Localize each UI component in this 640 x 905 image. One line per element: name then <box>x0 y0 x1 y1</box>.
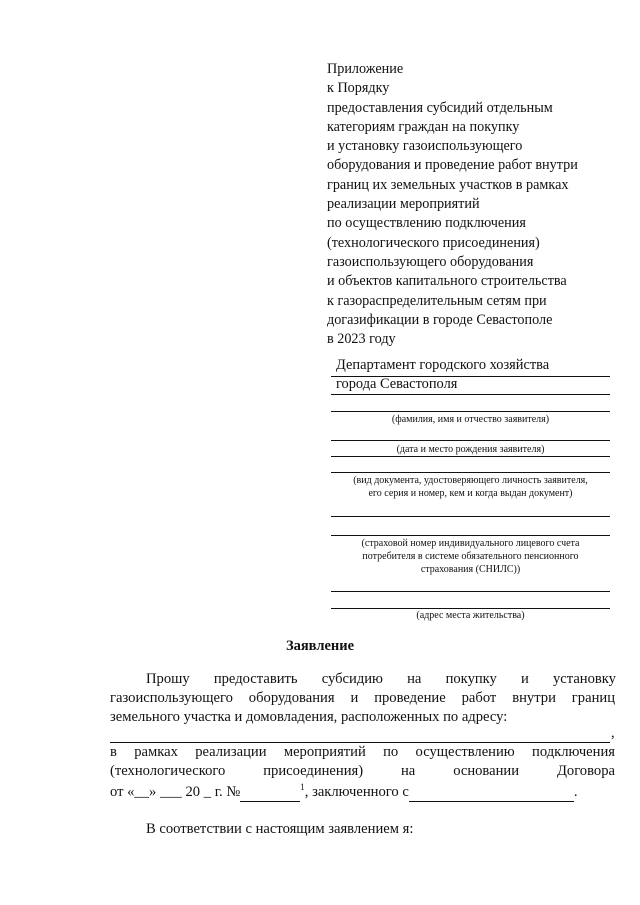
caption-snils <box>331 537 610 576</box>
caption-snils-2: потребителя в системе обязательного пенсионного <box>362 551 579 562</box>
contract-date-number: от «__» ___ 20 _ г. № <box>110 783 241 800</box>
identity-doc-field[interactable] <box>331 472 610 473</box>
caption-identity-doc-1: (вид документа, удостоверяющего личность заявителя, <box>353 475 588 486</box>
contract-number-field[interactable] <box>240 784 300 802</box>
footnote-mark: 1 <box>300 782 305 792</box>
caption-snils-3: страхования (СНИЛС)) <box>420 564 521 575</box>
appendix-line: и объектов капитального строительства <box>327 273 567 290</box>
snils-field-2[interactable] <box>331 535 610 536</box>
appendix-line: (технологического присоединения) <box>327 234 540 251</box>
word: Договора <box>556 763 615 779</box>
appendix-line: догазификации в городе Севастополе <box>327 311 553 328</box>
appendix-line: категориям граждан на покупку <box>327 118 520 135</box>
appendix-line: предоставления субсидий отдельным <box>327 99 553 116</box>
appendix-line: к газораспределительным сетям при <box>327 292 547 309</box>
paragraph-2-line-1: в рамках реализации мероприятий по осуществлению подключения <box>110 744 615 760</box>
word: установку <box>552 671 616 687</box>
appendix-line: в 2023 году <box>327 331 396 348</box>
caption-identity-doc <box>331 474 610 500</box>
word: основании <box>453 763 520 779</box>
appendix-line: границ их земельных участков в рамках <box>327 176 569 193</box>
property-address-field[interactable] <box>110 742 610 743</box>
concluded-with-label: , заключенного с <box>304 783 409 800</box>
address-field[interactable] <box>331 591 610 592</box>
birth-field-2[interactable] <box>331 456 610 457</box>
word: субсидию <box>321 671 383 687</box>
appendix-line: к Порядку <box>327 80 390 97</box>
paragraph-2-line-3 <box>110 782 615 802</box>
statement-title: Заявление <box>285 638 355 654</box>
word: на <box>407 671 422 687</box>
appendix-line: газоиспользующего оборудования <box>327 253 534 270</box>
word: присоединения) <box>263 763 364 779</box>
department-name-line2: города Севастополя <box>336 376 458 392</box>
birth-field[interactable] <box>331 440 610 441</box>
counterparty-field[interactable] <box>409 784 574 802</box>
snils-field[interactable] <box>331 516 610 517</box>
paragraph-2-line-2 <box>110 763 615 780</box>
appendix-line: Приложение <box>327 61 404 77</box>
department-name-line1: Департамент городского хозяйства <box>336 357 550 373</box>
word: и <box>521 671 529 687</box>
appendix-line: реализации мероприятий <box>327 196 480 213</box>
address-comma: , <box>611 725 615 741</box>
paragraph-3: В соответствии с настоящим заявлением я: <box>146 821 414 837</box>
caption-applicant-name: (фамилия, имя и отчество заявителя) <box>391 414 550 425</box>
word: предоставить <box>213 671 298 687</box>
caption-address: (адрес места жительства) <box>416 610 525 621</box>
appendix-line: по осуществлению подключения <box>327 215 526 232</box>
caption-birth: (дата и место рождения заявителя) <box>396 444 545 455</box>
appendix-block <box>327 60 617 349</box>
appendix-line: оборудования и проведение работ внутри <box>327 157 578 174</box>
applicant-name-field[interactable] <box>331 411 610 412</box>
caption-snils-1: (страховой номер индивидуального лицевого счета <box>361 538 580 549</box>
department-underline <box>331 394 610 395</box>
caption-identity-doc-2: его серия и номер, кем и когда выдан документ) <box>368 488 573 499</box>
word: на <box>401 763 416 779</box>
appendix-line: и установку газоиспользующего <box>327 138 523 155</box>
word: Прошу <box>146 671 190 687</box>
period: . <box>573 783 578 800</box>
word: (технологического <box>110 763 226 779</box>
paragraph-1-line-3: земельного участка и домовладения, расположенных по адресу: <box>110 709 508 725</box>
paragraph-1-line-1 <box>146 671 616 688</box>
paragraph-1-line-2: газоиспользующего оборудования и проведение работ внутри границ <box>110 690 615 706</box>
word: покупку <box>445 671 497 687</box>
